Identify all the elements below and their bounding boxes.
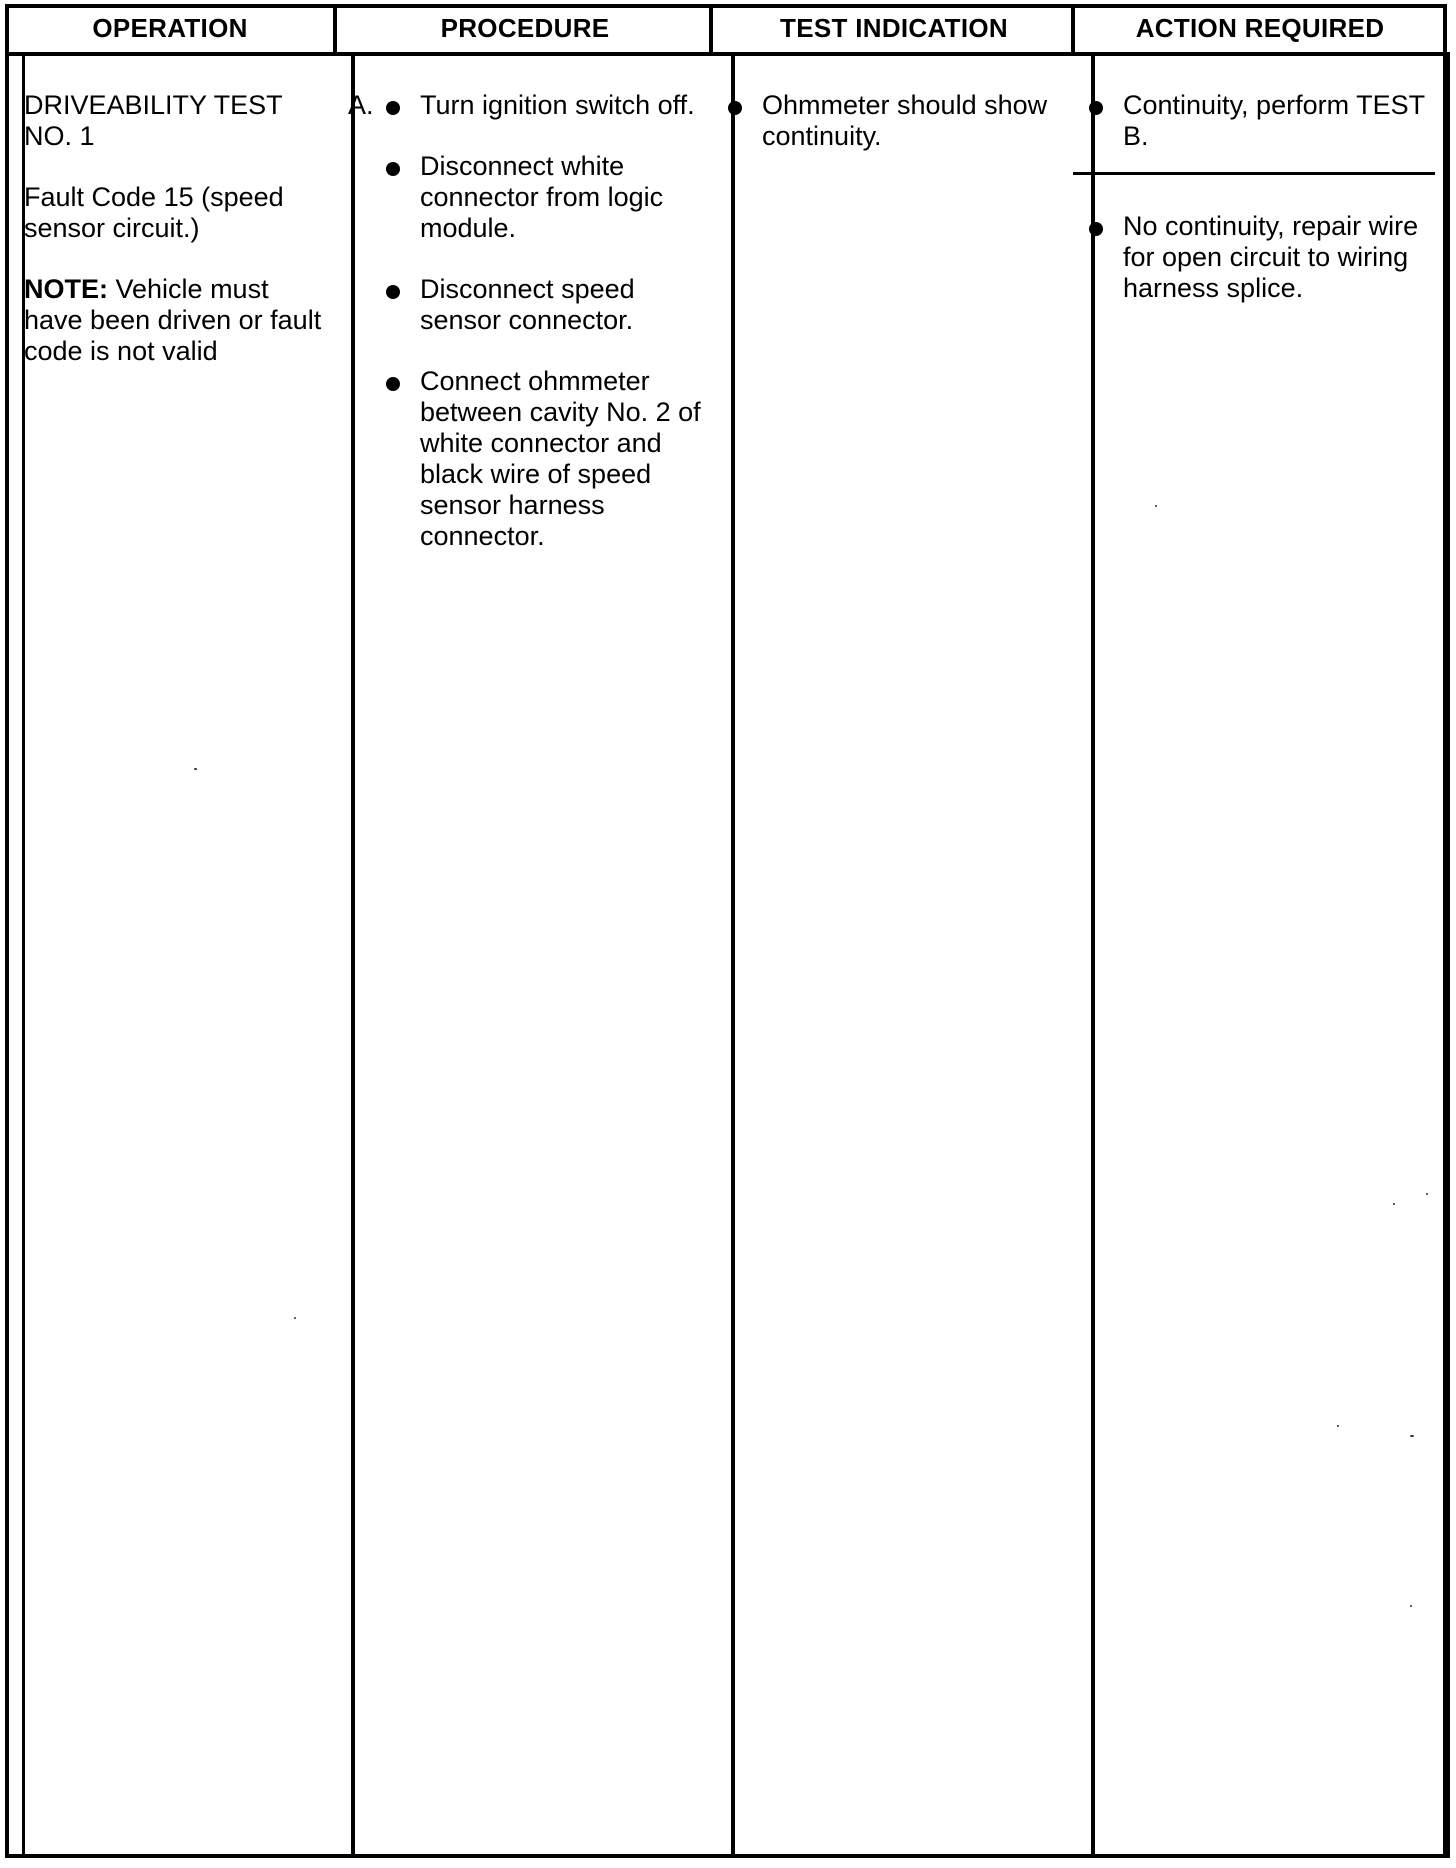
operation-cell	[24, 90, 324, 397]
procedure-step	[384, 151, 702, 244]
header-procedure: PROCEDURE	[440, 12, 610, 43]
test-indication-item	[726, 90, 1062, 152]
scan-speck	[1410, 1435, 1414, 1437]
bullet-icon	[386, 285, 400, 299]
header-divider-2	[709, 4, 713, 56]
bullet-icon	[728, 101, 742, 115]
action-item-text: No continuity, repair wire for open circuit to wiring harness splice.	[1123, 211, 1419, 303]
bullet-icon	[386, 101, 400, 115]
action-item-text: Continuity, perform TEST B.	[1123, 90, 1425, 151]
action-item	[1087, 211, 1427, 304]
action-required-cell-2	[1087, 211, 1427, 334]
procedure-step-text: Disconnect speed sensor connector.	[420, 274, 635, 335]
header-action-required: ACTION REQUIRED	[1135, 12, 1385, 43]
column-divider-1	[351, 52, 355, 1858]
body-bottom-border	[22, 1855, 1450, 1858]
table-header-row	[5, 4, 1447, 56]
test-indication-text: Ohmmeter should show continuity.	[762, 90, 1048, 151]
procedure-step	[384, 366, 702, 552]
operation-fault-code: Fault Code 15 (speed sensor circuit.)	[24, 182, 284, 243]
scan-speck	[1337, 1425, 1339, 1427]
header-operation: OPERATION	[92, 12, 248, 43]
bullet-icon	[1089, 222, 1103, 236]
bullet-icon	[386, 377, 400, 391]
action-item	[1087, 90, 1427, 152]
scan-speck	[194, 768, 197, 770]
scan-speck	[1410, 1605, 1412, 1607]
procedure-step-letter: A.	[348, 90, 374, 120]
test-indication-cell	[726, 90, 1062, 182]
column-divider-2	[731, 52, 735, 1858]
procedure-cell	[348, 90, 702, 582]
bullet-icon	[386, 162, 400, 176]
header-divider-1	[333, 4, 337, 56]
procedure-step-text: Connect ohmmeter between cavity No. 2 of white connector and black wire of speed sensor harness connector.	[420, 366, 701, 551]
procedure-step	[348, 90, 702, 121]
operation-note	[24, 274, 324, 367]
procedure-step-text: Disconnect white connector from logic module.	[420, 151, 664, 243]
scan-speck	[1393, 1203, 1395, 1205]
body-right-border	[1447, 52, 1450, 1858]
scan-speck	[294, 1317, 296, 1319]
header-test-indication: TEST INDICATION	[780, 12, 1008, 43]
procedure-step-text: Turn ignition switch off.	[420, 90, 695, 120]
operation-title: DRIVEABILITY TEST NO. 1	[24, 90, 283, 151]
scan-speck	[1155, 505, 1157, 507]
header-divider-3	[1071, 4, 1075, 56]
note-label: NOTE:	[24, 274, 108, 304]
scan-speck	[1426, 1193, 1428, 1195]
note-text: Vehicle must have been driven or fault code is not valid	[24, 274, 322, 366]
procedure-step	[384, 274, 702, 336]
action-required-cell-1	[1087, 90, 1427, 182]
bullet-icon	[1089, 101, 1103, 115]
